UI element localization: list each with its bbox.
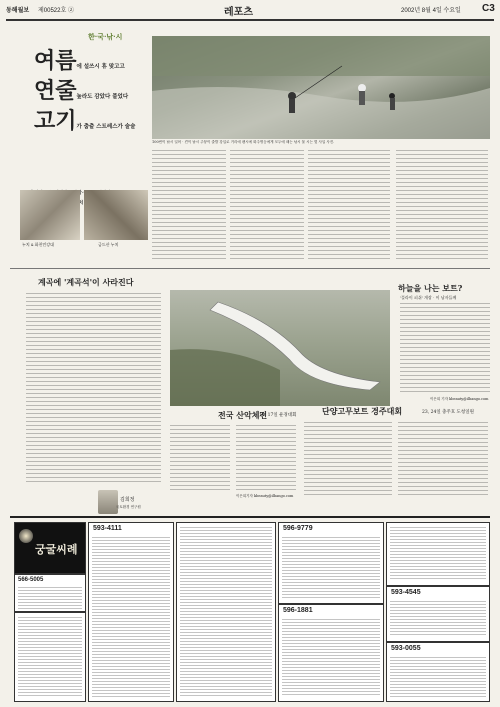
section-divider bbox=[10, 268, 490, 269]
fish-photo-left bbox=[20, 190, 80, 240]
ad-box-col-3 bbox=[176, 522, 276, 702]
side-byline: 이은희 기자 kbeauty@ilbango.com bbox=[430, 397, 489, 401]
author-photo bbox=[98, 490, 118, 514]
ad-box-col-5c bbox=[386, 642, 490, 702]
headline-word-1: 여름 bbox=[34, 48, 77, 74]
bottom-right-title: 단양고무보트 경주대회 bbox=[322, 406, 403, 416]
feature-body-col-3 bbox=[308, 150, 390, 262]
headline-rest-2: 높라도 감았다 풀었다 bbox=[76, 94, 129, 100]
feature-body-col-2 bbox=[230, 150, 304, 262]
ad-listing-rows bbox=[282, 619, 380, 697]
ad-box-col-4b bbox=[278, 604, 384, 702]
section-title: 레포츠 bbox=[224, 7, 253, 18]
bottom-left-col-1 bbox=[170, 425, 230, 493]
side-body bbox=[400, 303, 490, 395]
feature-body-col-1 bbox=[152, 150, 226, 262]
ad-listing-rows bbox=[18, 587, 82, 609]
headline-word-3: 고기 bbox=[34, 108, 77, 134]
ad-phone-d: 593-4545 bbox=[391, 589, 421, 596]
fish-photo-right bbox=[84, 190, 148, 240]
ad-eye-icon bbox=[19, 529, 33, 543]
side-subtitle: '플라이 피쉬' 개장 · 이 남자들께 bbox=[400, 295, 457, 300]
ad-phone-c: 596-1881 bbox=[283, 607, 313, 614]
column-title: 계곡에 '계곡석'이 사라진다 bbox=[38, 277, 134, 287]
page-header bbox=[6, 3, 494, 21]
ad-divider bbox=[10, 516, 490, 518]
feature-subline-1: 곤남강·금곤 bbox=[68, 190, 93, 195]
water-slide-photo bbox=[170, 290, 390, 406]
ad-listing-rows bbox=[18, 617, 82, 697]
ad-listing-rows bbox=[390, 601, 486, 637]
bottom-right-detail: 23, 24일 충주호 도청일원 bbox=[422, 410, 474, 415]
bottom-left-col-2 bbox=[236, 425, 296, 493]
fish-caption-left: 누치 & 화천민강대 bbox=[22, 242, 54, 247]
ad-brand: 궁굴씨례 bbox=[35, 543, 78, 556]
river-fishing-photo bbox=[152, 36, 490, 139]
headline-word-2: 연줄 bbox=[34, 78, 77, 104]
headline-rest-3: 가 춤출 스트레스가 술술 bbox=[76, 124, 136, 130]
slide-shape bbox=[170, 290, 390, 406]
ad-listing-rows bbox=[390, 527, 486, 581]
ad-box-col-5b bbox=[386, 586, 490, 642]
ad-phone-a: 593-4111 bbox=[93, 525, 122, 532]
bottom-right-col-1 bbox=[304, 422, 392, 496]
feature-body-col-4 bbox=[396, 150, 488, 262]
ad-phone-e: 566-5005 bbox=[18, 577, 44, 583]
ad-box-left-1 bbox=[14, 574, 86, 612]
fish-caption-right: 금드산 누치 bbox=[98, 242, 119, 247]
ad-box-left-2 bbox=[14, 612, 86, 702]
issue-date: 2002년 8월 4일 수요일 bbox=[401, 8, 461, 14]
author-title: 국토환경 연구원 bbox=[116, 505, 141, 509]
feature-tagline: 한·국·낚·시 bbox=[88, 32, 123, 41]
ad-phone-f: 593-0055 bbox=[391, 645, 421, 652]
ad-listing-rows bbox=[282, 537, 380, 599]
river-photo-figures bbox=[152, 36, 490, 139]
ad-listing-rows bbox=[180, 527, 272, 697]
ad-listing-rows bbox=[390, 657, 486, 697]
ad-box-col-4a bbox=[278, 522, 384, 604]
ad-box-col-2 bbox=[88, 522, 174, 702]
ad-logo-box bbox=[14, 522, 86, 574]
bottom-left-byline: 이은희기자 kbeauty@ilbango.com bbox=[236, 494, 294, 498]
ad-listing-rows bbox=[92, 537, 170, 697]
bottom-left-title: 전국 산악체전 bbox=[218, 410, 268, 420]
paper-name: 동해월보 bbox=[6, 8, 30, 14]
bottom-left-detail: 16, 17일 운경대회 bbox=[259, 413, 297, 418]
issue-number: 제00522호 ② bbox=[38, 8, 74, 14]
main-photo-caption: 100번이 낚시 일어 · 견이 낚시 주붕이 출발 강입로 거리에 팬시에 화주명등에게 모두에 때는 낚시 물 시는 몇 사입 사진. bbox=[152, 140, 335, 144]
side-title: 하늘을 나는 보트? bbox=[398, 283, 463, 293]
column-body-left bbox=[26, 293, 161, 483]
bottom-right-col-2 bbox=[398, 422, 488, 496]
headline-rest-1: 에 설쓰시 휴 맞고고 bbox=[76, 64, 125, 70]
author-name: 김희정 bbox=[120, 497, 135, 503]
ad-phone-b: 596-9779 bbox=[283, 525, 313, 532]
page-number: C3 bbox=[482, 3, 495, 14]
ad-box-col-5a bbox=[386, 522, 490, 586]
